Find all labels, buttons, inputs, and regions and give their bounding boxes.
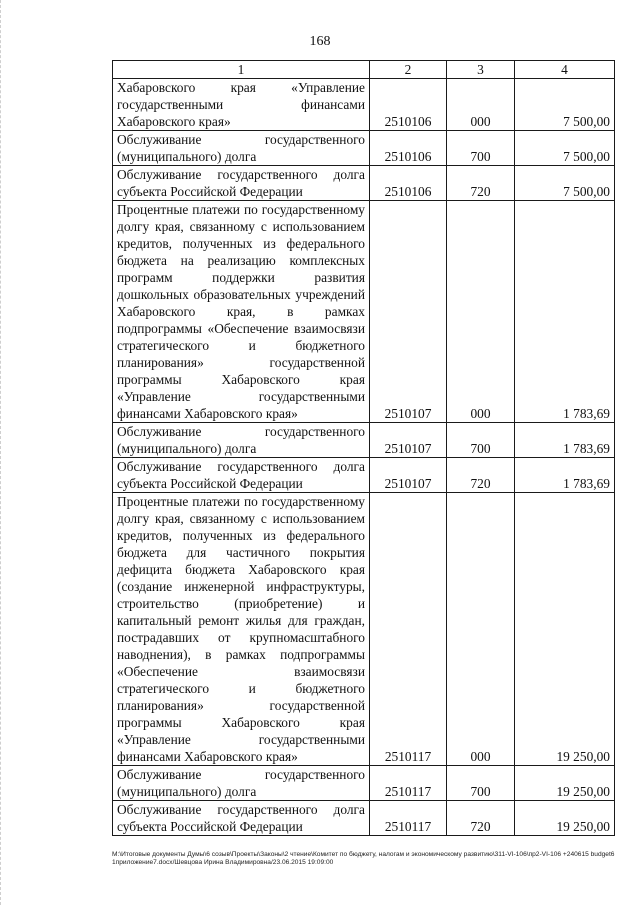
row-kind: 720 [447,801,515,836]
row-sum: 7 500,00 [515,79,615,131]
row-code: 2510106 [370,131,447,166]
column-header-4: 4 [515,61,615,79]
table-row [113,201,615,423]
row-kind: 720 [447,166,515,201]
row-code: 2510106 [370,79,447,131]
budget-table [112,60,615,836]
row-code: 2510107 [370,201,447,423]
table-header-row [113,61,615,79]
table-row [113,493,615,766]
row-sum: 19 250,00 [515,766,615,801]
row-name: Обслуживание государственного (муниципального) долга [113,131,370,166]
table-row [113,131,615,166]
row-kind: 700 [447,423,515,458]
row-sum: 1 783,69 [515,201,615,423]
row-code: 2510117 [370,801,447,836]
row-name: Обслуживание государственного долга субъекта Российской Федерации [113,458,370,493]
table-row [113,458,615,493]
table-row [113,79,615,131]
row-name: Обслуживание государственного (муниципального) долга [113,423,370,458]
row-sum: 7 500,00 [515,131,615,166]
row-kind: 720 [447,458,515,493]
column-header-2: 2 [370,61,447,79]
row-code: 2510106 [370,166,447,201]
row-sum: 1 783,69 [515,458,615,493]
row-code: 2510107 [370,423,447,458]
page-number: 168 [309,34,331,49]
row-kind: 000 [447,79,515,131]
table-row [113,801,615,836]
row-sum: 7 500,00 [515,166,615,201]
table-row [113,166,615,201]
row-name: Процентные платежи по государственному долгу края, связанному с использованием кредитов, полученных из федерального бюджета для частичного покрытия дефицита бюджета Хабаровского края (создание инженерной инфраструктуры, строительство (приобретение) и капитальный ремонт жилья для граждан, пострадавших от крупномасштабного наводнения), в рамках подпрограммы «Обеспечение взаимосвязи стратегического и бюджетного планирования» государственной программы Хабаровского края «Управление государственными финансами Хабаровского края» [113,493,370,766]
row-name: Обслуживание государственного долга субъекта Российской Федерации [113,801,370,836]
row-name: Процентные платежи по государственному долгу края, связанному с использованием кредитов, полученных из федерального бюджета на реализацию комплексных программ поддержки развития дошкольных образовательных учреждений Хабаровского края, в рамках подпрограммы «Обеспечение взаимосвязи стратегического и бюджетного планирования» государственной программы Хабаровского края «Управление государственными финансами Хабаровского края» [113,201,370,423]
row-kind: 700 [447,131,515,166]
row-kind: 000 [447,201,515,423]
row-name: Хабаровского края «Управление государственными финансами Хабаровского края» [113,79,370,131]
column-header-1: 1 [113,61,370,79]
row-code: 2510107 [370,458,447,493]
row-name: Обслуживание государственного (муниципального) долга [113,766,370,801]
row-code: 2510117 [370,766,447,801]
row-sum: 19 250,00 [515,493,615,766]
table-row [113,766,615,801]
row-kind: 700 [447,766,515,801]
column-header-3: 3 [447,61,515,79]
row-sum: 19 250,00 [515,801,615,836]
document-path-footer: M:\Итоговые документы Думы\6 созыв\Проекты\Законы\2 чтение\Комитет по бюджету, налогам и экономическому развитию\311-VI-106\пр2-VI-106 +240615 budget61приложение7.docx/Шевцова Ирина Владимировна/23.06.2015 19:09:00 [112,851,615,866]
row-sum: 1 783,69 [515,423,615,458]
scan-edge [0,0,3,905]
row-kind: 000 [447,493,515,766]
row-code: 2510117 [370,493,447,766]
row-name: Обслуживание государственного долга субъекта Российской Федерации [113,166,370,201]
table-row [113,423,615,458]
